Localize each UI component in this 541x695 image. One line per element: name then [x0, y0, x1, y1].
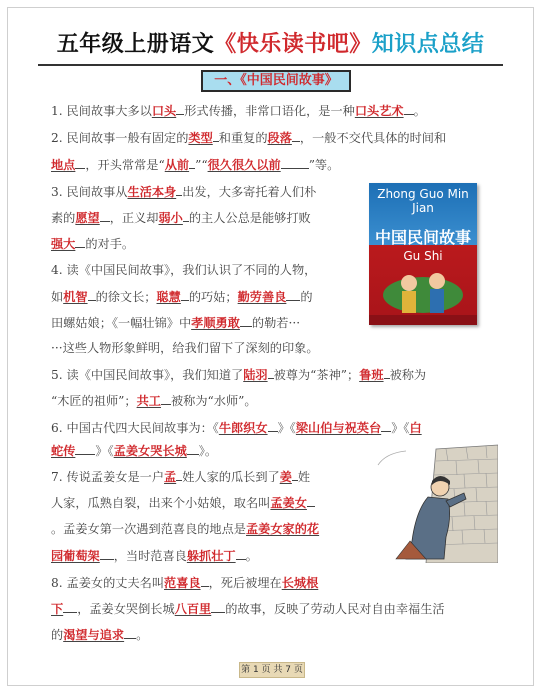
question-3-cont: 素的愿望 ，正义却弱小 的主人公总是能够打败	[51, 211, 311, 225]
question-7-cont: 人家，瓜熟自裂，出来个小姑娘，取名叫孟姜女	[51, 494, 315, 511]
question-7-cont-2: 。孟姜女第一次遇到范喜良的地点是孟姜女家的花	[51, 522, 320, 536]
title-part-3: 知识点总结	[371, 32, 485, 57]
book-pinyin-2: Gu Shi	[403, 249, 443, 263]
question-6-cont: 蛇传 》《孟姜女哭长城 》。	[51, 444, 218, 458]
book-pinyin-1: Zhong Guo Min Jian	[377, 187, 469, 215]
question-8-cont-2: 的渴望与追求 。	[51, 628, 149, 642]
question-7-cont-3: 园葡萄架 ，当时范喜良躲抓壮丁 。	[51, 549, 258, 563]
question-3: 3. 民间故事从生活本身 出发，大多寄托着人们朴	[51, 185, 317, 199]
question-1: 1. 民间故事大多以口头 形式传播，非常口语化，是一种口头艺术 。	[51, 104, 426, 118]
section-heading: 一、《中国民间故事》	[201, 70, 351, 92]
page-title	[0, 27, 541, 58]
book-illustration-icon	[369, 183, 477, 325]
question-4-cont-2: 田螺姑娘；《一幅壮锦》中孝顺勇敢 的勒若···	[51, 316, 301, 330]
question-8-cont: 下 ，孟姜女哭倒长城八百里 的故事，反映了劳动人民对自由幸福生活	[51, 602, 445, 616]
question-5-cont: “木匠的祖师”；共工 被称为“水师”。	[51, 394, 257, 408]
page-number-footer: 第 1 页 共 7 页	[239, 662, 305, 678]
question-8: 8. 孟姜女的丈夫名叫范喜良 ，死后被埋在长城根	[51, 576, 319, 590]
title-part-2: 《快乐读书吧》	[214, 32, 372, 57]
book-cover-image	[369, 183, 477, 325]
meng-jiang-nv-illustration-icon	[366, 441, 498, 563]
title-part-1: 五年级上册语文	[56, 32, 215, 57]
question-4: 4. 读《中国民间故事》，我们认识了不同的人物，	[51, 263, 317, 277]
question-5: 5. 读《中国民间故事》，我们知道了陆羽 被尊为“茶神”；鲁班 被称为	[51, 368, 427, 382]
question-2: 2. 民间故事一般有固定的类型 和重复的段落 ，一般不交代具体的时间和	[51, 131, 447, 145]
question-2-cont: 地点 ，开头常常是“从前 ”“很久很久以前 ”等。	[51, 158, 340, 172]
question-4-cont: 如机智 的徐文长；聪慧 的巧姑；勤劳善良 的	[51, 290, 313, 304]
question-7: 7. 传说孟姜女是一户孟 姓人家的瓜长到了姜 姓	[51, 470, 311, 484]
question-6: 6. 中国古代四大民间故事为：《牛郎织女 》《梁山伯与祝英台 》《白	[51, 421, 422, 435]
question-3-cont-2: 强大 的对手。	[51, 237, 135, 251]
title-divider	[38, 64, 503, 66]
book-title: 中国民间故事	[374, 228, 471, 247]
question-4-cont-3: ···这些人物形象鲜明，给我们留下了深刻的印象。	[51, 341, 319, 355]
